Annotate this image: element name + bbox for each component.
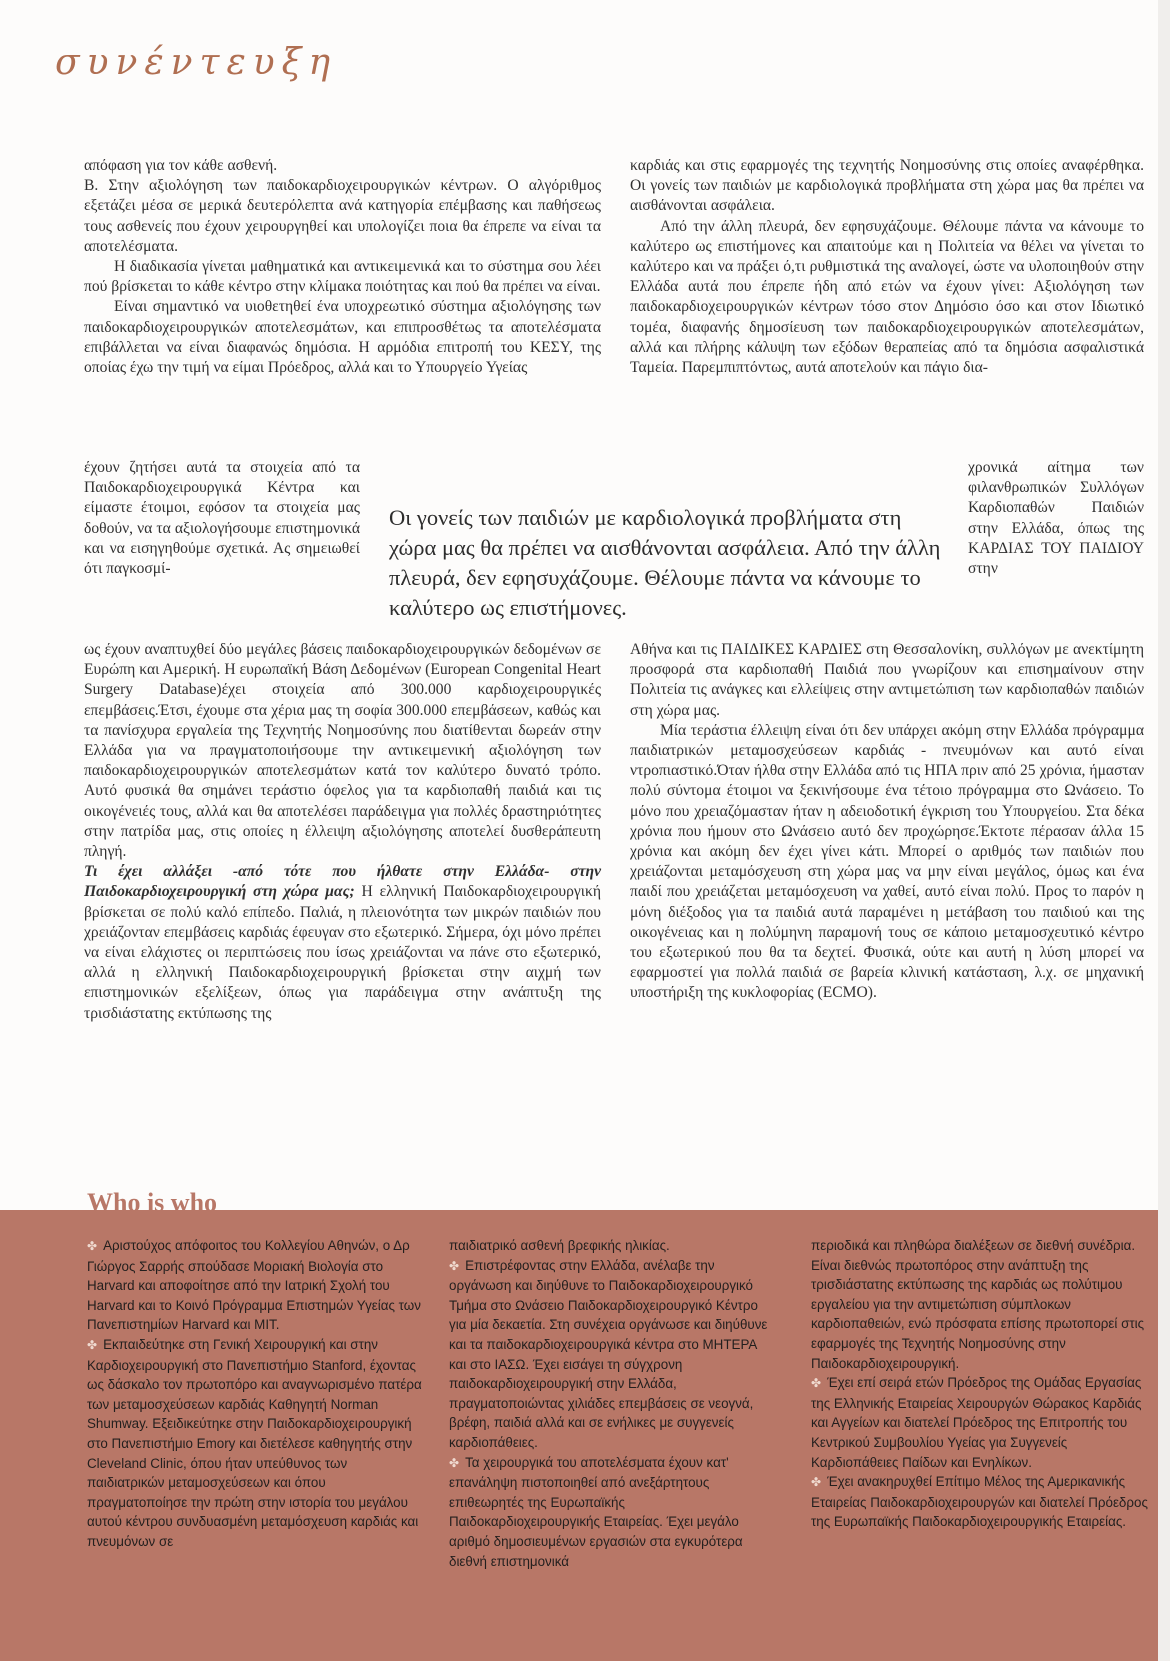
article-column-right-bottom	[630, 640, 1144, 1004]
interview-question: Τι έχει αλλάξει -από τότε που ήλθατε στην Ελλάδα- στην Παιδοκαρδιοχειρουργική στη χώρα μας;	[84, 863, 601, 901]
article-column-left-bottom	[84, 640, 601, 1024]
interview-qa	[84, 862, 601, 1024]
paragraph: Αθήνα και τις ΠΑΙΔΙΚΕΣ ΚΑΡΔΙΕΣ στη Θεσσαλονίκη, συλλόγων με ανεκτίμητη προσφορά στα καρδιοπαθή Παιδιά που γνωρίζουν και επισημαίνουν στην Πολιτεία τις ανάγκες και ελλείψεις στην αντιμετώπιση των καρδιοπαθών παιδιών στη χώρα μας.	[630, 641, 1144, 719]
paragraph: Από την άλλη πλευρά, δεν εφησυχάζουμε. Θέλουμε πάντα να κάνουμε το καλύτερο ως επιστήμονες και απαιτούμε και η Πολιτεία να θέλει να γίνεται το καλύτερο και να πράξει ό,τι ρυθμιστικά της αναλογεί, ώστε να υλοποιηθούν στην Ελλάδα αυτά που έπρεπε ήδη από ετών να έχουν γίνει: Αξιολόγηση των παιδοκαρδιοχειρουργικών κέντρων τόσο στον Δημόσιο όσο και στον Ιδιωτικό τομέα, διαφανής δημοσίευση των παιδοκαρδιοχειρουργικών αποτελεσμάτων, αλλά και πλήρης κάλυψη των εξόδων θεραπείας από τα δημόσια ασφαλιστικά Ταμεία. Παρεμπιπτόντως, αυτά αποτελούν και πάγιο δια-	[630, 217, 1144, 377]
bio-item: ✤ Τα χειρουργικά του αποτελέσματα έχουν κατ' επανάληψη πιστοποιηθεί από ανεξάρτητους επιθεωρητές της Ευρωπαϊκής Παιδοκαρδιοχειρουργικής Εταιρείας. Έχει μεγάλο αριθμό δημοσιευμένων εργασιών στα εγκυρότερα διεθνή επιστημονικά	[449, 1454, 743, 1569]
paragraph: απόφαση για τον κάθε ασθενή.	[84, 157, 278, 174]
paragraph: Μία τεράστια έλλειψη είναι ότι δεν υπάρχει ακόμη στην Ελλάδα πρόγραμμα παιδιατρικών μεταμοσχεύσεων καρδιάς - πνευμόνων και αυτό είναι ντροπιαστικό.Όταν ήλθα στην Ελλάδα από τις ΗΠΑ πριν από 25 χρόνια, ήμασταν πολύ σύντομα έτοιμοι να ξεκινήσουμε ένα τέτοιο πρόγραμμα στο Ωνάσειο. Το μόνο που χρειαζόμασταν ήταν η αδειοδοτική έγκριση του Υπουργείου. Στα δέκα χρόνια που ήμουν στο Ωνάσειο αυτό δεν προχώρησε.Έκτοτε πέρασαν άλλα 15 χρόνια και ακόμη δεν έχει γίνει κάτι. Μπορεί ο αριθμός των παιδιών που χρειάζονται μεταμόσχευση στη χώρα μας να μην είναι μεγάλος, όμως και ένα παιδί που χρειάζεται μεταμόσχευση να χαθεί, αυτό είναι πολύ. Προς το παρόν η μόνη διέξοδος για τα παιδιά αυτά παραμένει η μετάβαση του παιδιού και της οικογένειας και η πολύμηνη παραμονή τους σε κάποιο μεταμοσχευτικό κέντρο του εξωτερικού που θα τα δεχτεί. Φυσικά, ούτε και αυτή η λύση μπορεί να εφαρμοστεί για πολλά παιδιά σε βαρεία κλινική κατάσταση, λ.χ. σε μηχανική υποστήριξη της κυκλοφορίας (ECMO).	[630, 721, 1144, 1002]
bio-item: ✤ Εκπαιδεύτηκε στη Γενική Χειρουργική και στην Καρδιοχειρουργική στο Πανεπιστήμιο Stanford, έχοντας ως δάσκαλο τον πρωτοπόρο και αναγνωρισμένο πατέρα των μεταμοσχεύσεων καρδιάς Καθηγητή Norman Shumway. Εξειδικεύτηκε στην Παιδοκαρδιοχειρουργική στο Πανεπιστήμιο Emory και διετέλεσε καθηγητής στην Cleveland Clinic, όπου ήταν υπεύθυνος των παιδιατρικών μεταμοσχεύσεων και όπου πραγματοποίησε την πρώτη στην ιστορία του μεγάλου αυτού κέντρου συνδυασμένη μεταμόσχευση καρδιάς και πνευμόνων σε	[87, 1336, 422, 1549]
page-edge	[1158, 0, 1170, 1661]
section-title: συνέντευξη	[55, 42, 338, 83]
paragraph: B. Στην αξιολόγηση των παιδοκαρδιοχειρουργικών κέντρων. Ο αλγόριθμος εξετάζει μέσα σε μερικά δευτερόλεπτα ανά κατηγορία επέμβασης και παθήσεως τους ασθενείς που έχουν χειρουργηθεί και υπολογίζει ποια θα έπρεπε να είναι τα αποτελέσματα.	[84, 177, 601, 255]
bio-item: ✤ Επιστρέφοντας στην Ελλάδα, ανέλαβε την οργάνωση και διηύθυνε το Παιδοκαρδιοχειρουργικό Τμήμα στο Ωνάσειο Παιδοκαρδιοχειρουργικό Κέντρο για μία δεκαετία. Στη συνέχεια οργάνωσε και διηύθυνε και τα παιδοκαρδιοχειρουργικά κέντρα στο ΜΗΤΕΡΑ και στο ΙΑΣΩ. Έχει εισάγει τη σύγχρονη παιδοκαρδιοχειρουργική στην Ελλάδα, πραγματοποιώντας χιλιάδες επεμβάσεις σε νεογνά, βρέφη, παιδιά αλλά και σε ενήλικες με συγγενείς καρδιοπάθειες.	[449, 1257, 768, 1450]
bullet-icon: ✤	[87, 1239, 98, 1253]
who-is-who-column-2	[449, 1236, 769, 1571]
bullet-icon: ✤	[87, 1337, 98, 1352]
bullet-icon: ✤	[449, 1455, 460, 1470]
paragraph: Είναι σημαντικό να υιοθετηθεί ένα υποχρεωτικό σύστημα αξιολόγησης των παιδοκαρδιοχειρουργικών αποτελεσμάτων, και επιπροσθέτως τα αποτελέσματα επιβάλλεται να είναι διαφανώς δημόσια. Η αρμόδια επιτροπή του ΚΕΣΥ, της οποίας έχω την τιμή να είμαι Πρόεδρος, αλλά και το Υπουργείο Υγείας	[84, 298, 601, 377]
interview-answer: Η ελληνική Παιδοκαρδιοχειρουργική βρίσκεται σε πολύ καλό επίπεδο. Παλιά, η πλειονότητα των μικρών παιδιών που χρειάζονταν επεμβάσεις καρδιάς έφευγαν στο εξωτερικό. Σήμερα, όχι μόνο πρέπει να είναι ελάχιστες οι περιπτώσεις που ίσως χρειάζονται να πάνε στο εξωτερικό, αλλά η ελληνική Παιδοκαρδιοχειρουργική βρίσκεται στην αιχμή των επιστημονικών εξελίξεων, όπως για παράδειγμα στην ανάπτυξη της τρισδιάστατης εκτύπωσης της	[84, 883, 602, 1022]
bio-item: ✤ Αριστούχος απόφοιτος του Κολλεγίου Αθηνών, ο Δρ Γιώργος Σαρρής σπούδασε Μοριακή Βιολογία στο Harvard και αποφοίτησε από την Ιατρική Σχολή του Harvard και το Κοινό Πρόγραμμα Επιστημών Υγείας των Πανεπιστημίων Harvard και MIT.	[87, 1238, 421, 1333]
bullet-icon: ✤	[449, 1258, 460, 1273]
paragraph: καρδιάς και στις εφαρμογές της τεχνητής Νοημοσύνης στις οποίες αναφέρθηκα. Οι γονείς των παιδιών με καρδιολογικά προβλήματα στη χώρα μας θα πρέπει να αισθάνονται ασφάλεια.	[630, 157, 1144, 215]
article-column-right-top	[630, 156, 1144, 378]
paragraph: ως έχουν αναπτυχθεί δύο μεγάλες βάσεις παιδοκαρδιοχειρουργικών δεδομένων σε Ευρώπη και Αμερική. Η ευρωπαϊκή Βάση Δεδομένων (European Congenital Heart Surgery Database)έχει στοιχεία από 300.000 καρδιοχειρουργικές επεμβάσεις.Έτσι, έχουμε στα χέρια μας τη σοφία 300.000 επεμβάσεων, καθώς και τα πανίσχυρα εργαλεία της Τεχνητής Νοημοσύνης που διατίθενται δωρεάν στην Ελλάδα για να πραγματοποιήσουμε την αντικειμενική αξιολόγηση των παιδοκαρδιοχειρουργικών αποτελεσμάτων κατά τον καλύτερο δυνατό τρόπο. Αυτό φυσικά θα σημάνει τεράστιο όφελος για τα καρδιοπαθή παιδιά και τις οικογένειές τους, αλλά και θα αποτελέσει παράδειγμα για πολλές δραστηριότητες στην πατρίδα μας, στις οποίες η έλλειψη αξιολόγησης αποτελεί δυσθεράπευτη πληγή.	[84, 641, 601, 861]
bullet-icon: ✤	[811, 1475, 822, 1490]
who-is-who-column-3	[811, 1236, 1151, 1532]
bio-item: ✤ Έχει ανακηρυχθεί Επίτιμο Μέλος της Αμερικανικής Εταιρείας Παιδοκαρδιοχειρουργών και διατελεί Πρόεδρος της Ευρωπαϊκής Παιδοκαρδιοχειρουργικής Εταιρείας.	[811, 1474, 1148, 1530]
article-column-left-top	[84, 156, 601, 378]
bullet-icon: ✤	[811, 1376, 822, 1391]
who-is-who-column-1	[87, 1236, 427, 1552]
paragraph: χρονικά αίτημα των φιλανθρωπικών Συλλόγων Καρδιοπαθών Παιδιών στην Ελλάδα, όπως της ΚΑΡΔΙΑΣ ΤΟΥ ΠΑΙΔΙΟΥ στην	[968, 459, 1144, 578]
pull-quote: Οι γονείς των παιδιών με καρδιολογικά προβλήματα στη χώρα μας θα πρέπει να αισθάνονται ασφάλεια. Από την άλλη πλευρά, δεν εφησυχάζουμε. Θέλουμε πάντα να κάνουμε το καλύτερο ως επιστήμονες.	[389, 505, 941, 620]
paragraph: Η διαδικασία γίνεται μαθηματικά και αντικειμενικά και το σύστημα σου λέει πού βρίσκεται το κάθε κέντρο στην κλίμακα ποιότητας και πού θα πρέπει να είναι.	[84, 258, 601, 296]
bio-item: περιοδικά και πληθώρα διαλέξεων σε διεθνή συνέδρια. Είναι διεθνώς πρωτοπόρος στην ανάπτυξη της τρισδιάστατης εκτύπωσης της καρδιάς ως πολύτιμου εργαλείου για την αντιμετώπιση σύμπλοκων καρδιοπαθειών, ενώ πρόσφατα επίσης πρωτοπορεί στις εφαρμογές της Τεχνητής Νοημοσύνης στην Παιδοκαρδιοχειρουργική.	[811, 1238, 1145, 1371]
article-column-right-narrow	[968, 458, 1144, 579]
who-is-who-title: Who is who	[87, 1188, 218, 1217]
bio-item: ✤ Έχει επί σειρά ετών Πρόεδρος της Ομάδας Εργασίας της Ελληνικής Εταιρείας Χειρουργών Θώρακος Καρδιάς και Αγγείων και διατελεί Πρόεδρος της Επιτροπής του Κεντρικού Συμβουλίου Υγείας για Συγγενείς Καρδιοπάθειες Παίδων και Ενηλίκων.	[811, 1375, 1142, 1470]
bio-item: παιδιατρικό ασθενή βρεφικής ηλικίας.	[449, 1238, 670, 1253]
article-column-left-narrow	[84, 458, 360, 579]
paragraph: έχουν ζητήσει αυτά τα στοιχεία από τα Παιδοκαρδιοχειρουργικά Κέντρα και είμαστε έτοιμοι, εφόσον τα στοιχεία μας δοθούν, να τα αξιολογήσουμε επιστημονικά και να εισηγηθούμε σχετικά. Ας σημειωθεί ότι παγκοσμί-	[84, 459, 360, 578]
